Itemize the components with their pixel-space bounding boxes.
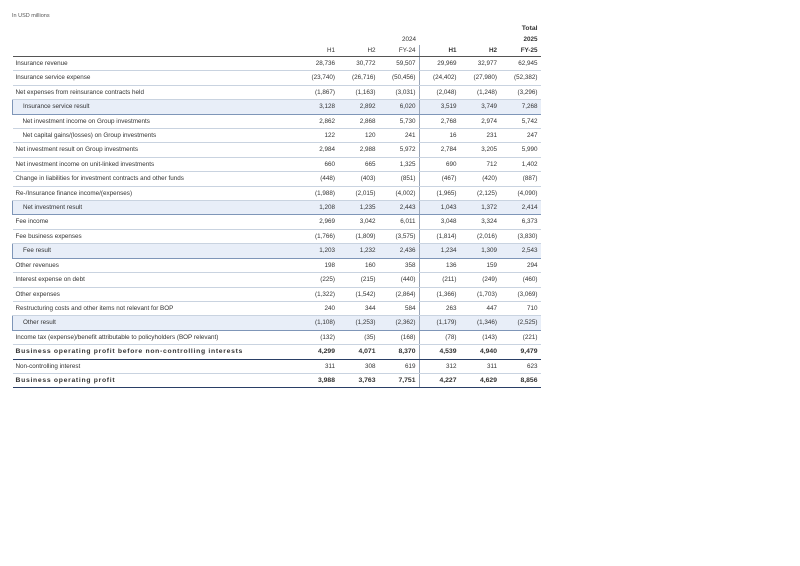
row-label: Insurance service expense (13, 71, 298, 85)
cell-fy-2025: (221) (500, 330, 541, 344)
row-label: Other result (13, 316, 298, 330)
cell-h2-2025: 2,974 (460, 114, 501, 128)
cell-fy-2025: 247 (500, 129, 541, 143)
cell-h2-2024: 3,763 (338, 373, 379, 387)
cell-h2-2025: 32,977 (460, 57, 501, 71)
cell-h1-2025: 1,043 (419, 201, 460, 215)
table-row (13, 258, 541, 272)
cell-fy-2024: 59,507 (379, 57, 420, 71)
cell-h1-2025: (1,366) (419, 287, 460, 301)
cell-h2-2025: 1,309 (460, 244, 501, 258)
units-note: In USD millions (12, 13, 50, 19)
cell-h2-2025: (420) (460, 172, 501, 186)
cell-fy-2024: 358 (379, 258, 420, 272)
cell-h2-2024: 1,235 (338, 201, 379, 215)
cell-h2-2025: 311 (460, 359, 501, 373)
cell-fy-2024: 619 (379, 359, 420, 373)
cell-h2-2024: (1,542) (338, 287, 379, 301)
row-label: Fee business expenses (13, 229, 298, 243)
cell-fy-2025: 294 (500, 258, 541, 272)
row-label: Net investment result (13, 201, 298, 215)
cell-h2-2024: 30,772 (338, 57, 379, 71)
cell-h1-2025: 2,768 (419, 114, 460, 128)
cell-fy-2024: (3,031) (379, 85, 420, 99)
row-label: Fee income (13, 215, 298, 229)
cell-h1-2025: 3,048 (419, 215, 460, 229)
cell-h2-2025: 3,749 (460, 100, 501, 114)
cell-h2-2025: 3,324 (460, 215, 501, 229)
cell-h1-2024: (1,766) (298, 229, 339, 243)
cell-h2-2025: 4,629 (460, 373, 501, 387)
cell-h2-2024: 2,892 (338, 100, 379, 114)
row-label: Re-/Insurance finance income/(expenses) (13, 186, 298, 200)
header-h1-2024: H1 (298, 45, 339, 57)
cell-h2-2024: 120 (338, 129, 379, 143)
total-row (13, 345, 541, 359)
header-h1-2025: H1 (419, 45, 460, 57)
cell-h2-2025: 447 (460, 301, 501, 315)
cell-h2-2024: 2,868 (338, 114, 379, 128)
cell-h2-2025: 4,940 (460, 345, 501, 359)
row-label: Non-controlling interest (13, 359, 298, 373)
cell-h1-2025: (211) (419, 273, 460, 287)
cell-fy-2024: (168) (379, 330, 420, 344)
cell-h1-2024: 311 (298, 359, 339, 373)
bop-table (12, 23, 541, 388)
cell-fy-2025: 8,856 (500, 373, 541, 387)
cell-fy-2024: 6,020 (379, 100, 420, 114)
cell-fy-2025: 9,479 (500, 345, 541, 359)
cell-fy-2025: (52,382) (500, 71, 541, 85)
row-label: Net investment income on unit-linked investments (13, 157, 298, 171)
cell-fy-2025: (2,525) (500, 316, 541, 330)
row-label: Income tax (expense)/benefit attributable to policyholders (BOP relevant) (13, 330, 298, 344)
cell-h2-2025: 159 (460, 258, 501, 272)
cell-fy-2025: 2,543 (500, 244, 541, 258)
table-row (13, 273, 541, 287)
cell-fy-2024: (50,456) (379, 71, 420, 85)
subtotal-row (13, 100, 541, 114)
cell-fy-2024: (3,575) (379, 229, 420, 243)
cell-fy-2024: 241 (379, 129, 420, 143)
header-year-2024: 2024 (401, 36, 416, 43)
cell-h1-2024: (1,867) (298, 85, 339, 99)
cell-h2-2024: (26,716) (338, 71, 379, 85)
cell-h1-2024: (448) (298, 172, 339, 186)
cell-h2-2025: (27,980) (460, 71, 501, 85)
cell-h2-2025: (2,016) (460, 229, 501, 243)
total-row (13, 373, 541, 387)
cell-fy-2025: 623 (500, 359, 541, 373)
cell-fy-2024: 5,730 (379, 114, 420, 128)
row-label: Business operating profit before non-controlling interests (13, 345, 298, 359)
cell-h2-2024: (2,015) (338, 186, 379, 200)
table-row (13, 129, 541, 143)
cell-h1-2024: (1,322) (298, 287, 339, 301)
subtotal-row (13, 244, 541, 258)
cell-h1-2024: 3,988 (298, 373, 339, 387)
table-row (13, 143, 541, 157)
table-row (13, 157, 541, 171)
header-fy-2025: FY-25 (500, 45, 541, 57)
row-label: Other revenues (13, 258, 298, 272)
cell-h2-2024: (1,253) (338, 316, 379, 330)
cell-h1-2024: 198 (298, 258, 339, 272)
cell-fy-2024: (2,864) (379, 287, 420, 301)
cell-h1-2025: (2,048) (419, 85, 460, 99)
header-h2-2025: H2 (460, 45, 501, 57)
cell-h2-2025: 712 (460, 157, 501, 171)
cell-h2-2025: (143) (460, 330, 501, 344)
cell-h2-2024: 2,988 (338, 143, 379, 157)
cell-fy-2025: (460) (500, 273, 541, 287)
cell-h1-2024: 28,736 (298, 57, 339, 71)
cell-h1-2024: 660 (298, 157, 339, 171)
table-row (13, 186, 541, 200)
header-row-periods (13, 45, 541, 57)
cell-h1-2024: (23,740) (298, 71, 339, 85)
cell-h1-2024: (225) (298, 273, 339, 287)
cell-fy-2024: 2,436 (379, 244, 420, 258)
cell-fy-2024: 584 (379, 301, 420, 315)
cell-fy-2024: (440) (379, 273, 420, 287)
cell-h2-2025: (2,125) (460, 186, 501, 200)
cell-h1-2024: 122 (298, 129, 339, 143)
cell-fy-2025: (3,830) (500, 229, 541, 243)
cell-fy-2025: 5,742 (500, 114, 541, 128)
cell-fy-2024: 8,370 (379, 345, 420, 359)
cell-h1-2025: (24,402) (419, 71, 460, 85)
cell-h1-2024: (132) (298, 330, 339, 344)
header-row-total (13, 23, 541, 34)
cell-h1-2024: 1,203 (298, 244, 339, 258)
cell-h1-2025: 263 (419, 301, 460, 315)
subtotal-row (13, 316, 541, 330)
cell-h2-2025: (249) (460, 273, 501, 287)
cell-h1-2025: 29,969 (419, 57, 460, 71)
cell-h2-2024: (1,809) (338, 229, 379, 243)
cell-h2-2024: (35) (338, 330, 379, 344)
cell-h1-2025: 312 (419, 359, 460, 373)
cell-fy-2025: (4,090) (500, 186, 541, 200)
cell-fy-2025: 7,268 (500, 100, 541, 114)
table-row (13, 57, 541, 71)
cell-h1-2025: 4,539 (419, 345, 460, 359)
cell-fy-2025: 6,373 (500, 215, 541, 229)
cell-h2-2024: (215) (338, 273, 379, 287)
table-row (13, 287, 541, 301)
table-row (13, 330, 541, 344)
cell-h2-2025: 3,205 (460, 143, 501, 157)
row-label: Net expenses from reinsurance contracts held (13, 85, 298, 99)
cell-h1-2024: 3,128 (298, 100, 339, 114)
row-label: Insurance service result (13, 100, 298, 114)
financial-statement-page (12, 12, 540, 388)
table-row (13, 301, 541, 315)
cell-fy-2025: (887) (500, 172, 541, 186)
cell-h2-2025: 1,372 (460, 201, 501, 215)
row-label: Insurance revenue (13, 57, 298, 71)
subtotal-row (13, 201, 541, 215)
table-row (13, 215, 541, 229)
cell-h1-2025: 2,784 (419, 143, 460, 157)
cell-h1-2025: 1,234 (419, 244, 460, 258)
table-row (13, 172, 541, 186)
row-label: Net investment result on Group investments (13, 143, 298, 157)
cell-h1-2024: 4,299 (298, 345, 339, 359)
cell-h1-2024: (1,108) (298, 316, 339, 330)
cell-fy-2025: 5,990 (500, 143, 541, 157)
cell-h2-2025: (1,248) (460, 85, 501, 99)
cell-h2-2025: 231 (460, 129, 501, 143)
cell-h1-2025: 3,519 (419, 100, 460, 114)
cell-h1-2025: (1,965) (419, 186, 460, 200)
cell-fy-2024: 6,011 (379, 215, 420, 229)
cell-h1-2024: 2,862 (298, 114, 339, 128)
cell-h1-2024: 2,969 (298, 215, 339, 229)
cell-h1-2024: 240 (298, 301, 339, 315)
cell-fy-2025: 1,402 (500, 157, 541, 171)
header-h2-2024: H2 (338, 45, 379, 57)
header-fy-2024: FY-24 (379, 45, 420, 57)
cell-h2-2025: (1,346) (460, 316, 501, 330)
cell-h2-2025: (1,703) (460, 287, 501, 301)
row-label: Fee result (13, 244, 298, 258)
row-label: Restructuring costs and other items not relevant for BOP (13, 301, 298, 315)
table-row (13, 114, 541, 128)
table-row (13, 229, 541, 243)
header-row-years (13, 34, 541, 45)
cell-h1-2025: 4,227 (419, 373, 460, 387)
row-label: Change in liabilities for investment contracts and other funds (13, 172, 298, 186)
cell-fy-2025: 62,945 (500, 57, 541, 71)
cell-h2-2024: 160 (338, 258, 379, 272)
cell-h1-2024: 2,984 (298, 143, 339, 157)
cell-fy-2024: 2,443 (379, 201, 420, 215)
cell-h2-2024: 1,232 (338, 244, 379, 258)
cell-h1-2025: 136 (419, 258, 460, 272)
cell-h2-2024: 4,071 (338, 345, 379, 359)
cell-fy-2025: 2,414 (500, 201, 541, 215)
cell-h1-2025: (78) (419, 330, 460, 344)
cell-fy-2024: (4,002) (379, 186, 420, 200)
cell-fy-2024: 5,972 (379, 143, 420, 157)
cell-fy-2025: (3,296) (500, 85, 541, 99)
cell-h1-2025: (1,179) (419, 316, 460, 330)
cell-fy-2025: 710 (500, 301, 541, 315)
cell-fy-2024: (2,362) (379, 316, 420, 330)
cell-h1-2024: 1,208 (298, 201, 339, 215)
cell-h1-2025: (1,814) (419, 229, 460, 243)
cell-fy-2024: 7,751 (379, 373, 420, 387)
cell-h1-2025: 690 (419, 157, 460, 171)
row-label: Other expenses (13, 287, 298, 301)
cell-h1-2024: (1,988) (298, 186, 339, 200)
cell-h2-2024: 3,042 (338, 215, 379, 229)
cell-h2-2024: (403) (338, 172, 379, 186)
header-total: Total (521, 25, 538, 32)
row-label: Net investment income on Group investments (13, 114, 298, 128)
cell-h2-2024: (1,163) (338, 85, 379, 99)
table-row (13, 359, 541, 373)
cell-h1-2025: 16 (419, 129, 460, 143)
row-label: Business operating profit (13, 373, 298, 387)
header-year-2025: 2025 (523, 36, 538, 43)
cell-h1-2025: (467) (419, 172, 460, 186)
cell-fy-2025: (3,069) (500, 287, 541, 301)
table-row (13, 85, 541, 99)
row-label: Interest expense on debt (13, 273, 298, 287)
cell-h2-2024: 665 (338, 157, 379, 171)
cell-fy-2024: (851) (379, 172, 420, 186)
cell-h2-2024: 308 (338, 359, 379, 373)
cell-fy-2024: 1,325 (379, 157, 420, 171)
cell-h2-2024: 344 (338, 301, 379, 315)
row-label: Net capital gains/(losses) on Group investments (13, 129, 298, 143)
table-row (13, 71, 541, 85)
